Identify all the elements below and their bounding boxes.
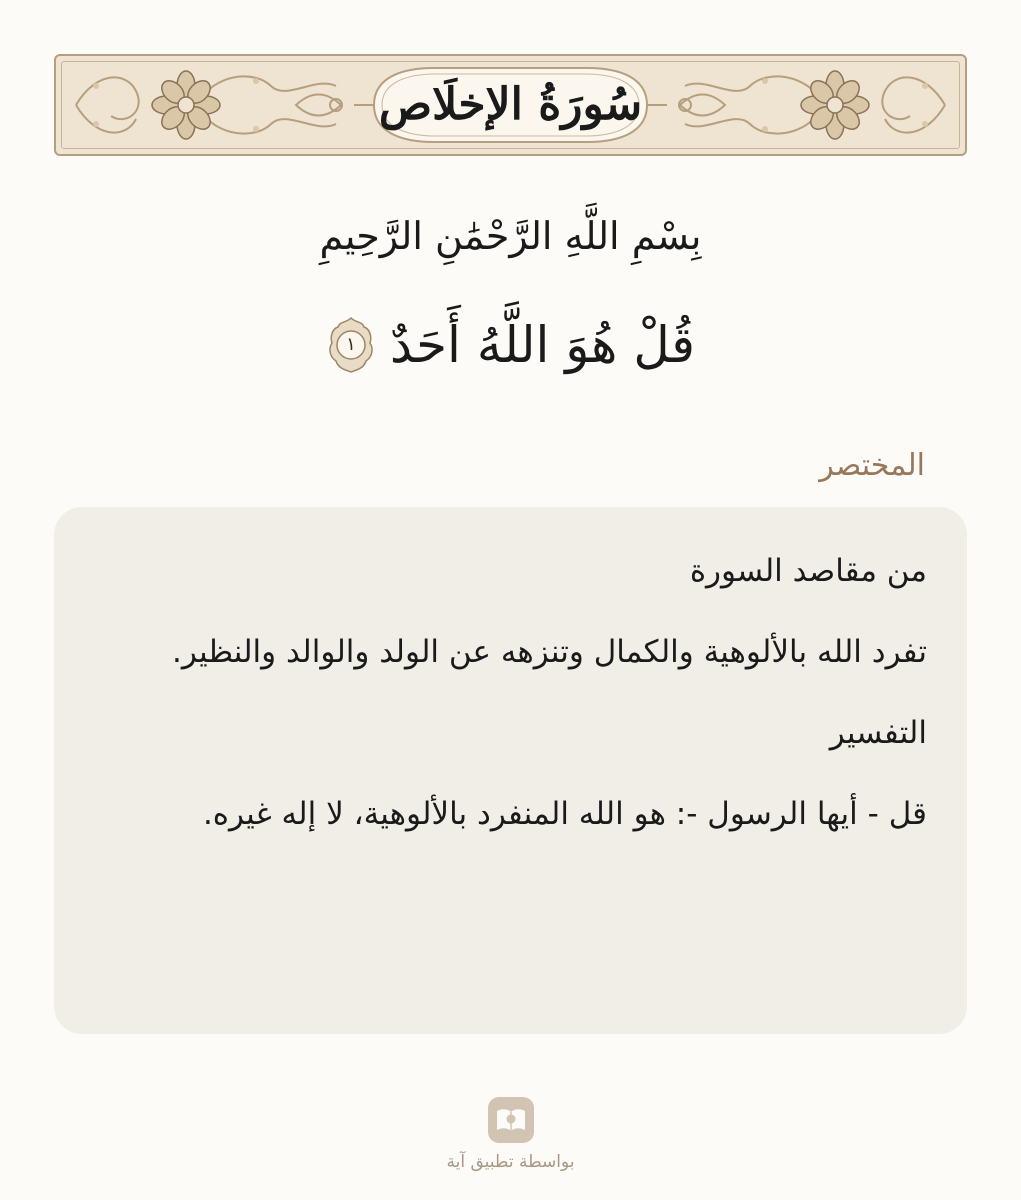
tafsir-card: [54, 507, 967, 1034]
verse-line: [0, 300, 1021, 390]
floral-rosette-icon: [665, 56, 965, 154]
tafsir-text: قل - أيها الرسول -: هو الله المنفرد بالألوهية، لا إله غيره.: [202, 796, 927, 832]
verse-text: قُلْ هُوَ اللَّهُ أَحَدٌ: [389, 316, 696, 374]
verse-number: ١: [346, 334, 356, 355]
app-credit-text: بواسطة تطبيق آية: [446, 1152, 575, 1172]
surah-header-banner: [54, 54, 967, 156]
intro-heading: من مقاصد السورة: [689, 553, 927, 589]
verse-number-marker: [326, 315, 376, 375]
floral-rosette-icon: [56, 56, 356, 154]
tafsir-source-label: المختصر: [819, 448, 925, 483]
intro-text: تفرد الله بالألوهية والكمال وتنزهه عن الولد والوالد والنظير.: [172, 634, 927, 670]
surah-title: سُورَةُ الإخلَاص: [378, 79, 643, 130]
basmala: بِسْمِ اللَّهِ الرَّحْمَٰنِ الرَّحِيمِ: [319, 214, 702, 258]
open-book-icon: [488, 1097, 534, 1143]
tafsir-heading: التفسير: [829, 715, 927, 751]
